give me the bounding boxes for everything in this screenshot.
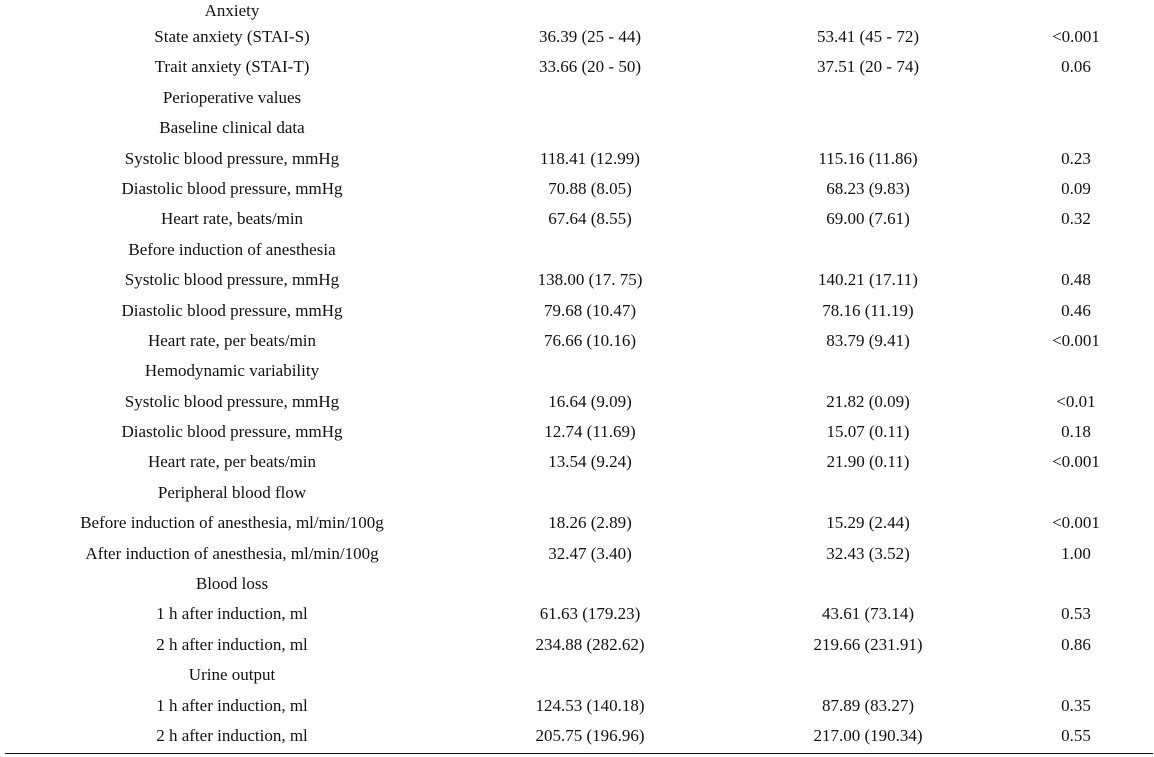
table-row (0, 296, 1154, 326)
p-value: 0.55 (1061, 725, 1091, 745)
table-row (0, 691, 1154, 721)
table-row (0, 52, 1154, 82)
p-value: 0.23 (1061, 148, 1091, 168)
group1-value: 76.66 (10.16) (543, 330, 637, 350)
p-value: 0.06 (1061, 57, 1091, 77)
group2-value: 15.29 (2.44) (826, 513, 910, 533)
p-value: <0.001 (1052, 452, 1100, 472)
group2-value: 140.21 (17.11) (818, 270, 918, 290)
group2-value: 32.43 (3.52) (826, 543, 910, 563)
group2-value: 53.41 (45 - 72) (817, 27, 919, 46)
table-row (0, 417, 1154, 447)
p-value: <0.01 (1056, 391, 1096, 411)
group2-value: 78.16 (11.19) (822, 300, 914, 320)
table-row (0, 144, 1154, 174)
table-row (0, 508, 1154, 538)
table-row (0, 204, 1154, 234)
p-value: 0.09 (1061, 178, 1091, 198)
table-row (0, 0, 1154, 22)
row-label: Anxiety (204, 1, 260, 20)
group1-value: 13.54 (9.24) (548, 452, 632, 472)
row-label: 1 h after induction, ml (156, 604, 308, 624)
row-label: State anxiety (STAI-S) (154, 27, 310, 46)
group2-value: 21.82 (0.09) (826, 391, 910, 411)
p-value: 0.48 (1061, 270, 1091, 290)
group1-value: 12.74 (11.69) (544, 422, 636, 442)
group1-value: 67.64 (8.55) (548, 209, 632, 229)
group1-value: 33.66 (20 - 50) (539, 57, 641, 77)
group1-value: 36.39 (25 - 44) (539, 27, 641, 46)
table-row (0, 539, 1154, 569)
row-label: Before induction of anesthesia, ml/min/100g (80, 513, 384, 533)
group1-value: 118.41 (12.99) (540, 148, 640, 168)
group2-value: 21.90 (0.11) (826, 452, 910, 472)
group1-value: 70.88 (8.05) (548, 178, 632, 198)
group2-value: 83.79 (9.41) (826, 330, 910, 350)
table-row (0, 721, 1154, 751)
table-row (0, 599, 1154, 629)
row-label: Diastolic blood pressure, mmHg (121, 300, 343, 320)
group1-value: 79.68 (10.47) (543, 300, 637, 320)
group2-value: 115.16 (11.86) (818, 148, 918, 168)
row-label: Systolic blood pressure, mmHg (124, 391, 340, 411)
table-row (0, 113, 1154, 143)
table-row (0, 356, 1154, 386)
table-row (0, 447, 1154, 477)
table-row (0, 630, 1154, 660)
p-value: 0.18 (1061, 422, 1091, 442)
table-row (0, 265, 1154, 295)
row-label: Urine output (188, 665, 276, 685)
row-label: 2 h after induction, ml (156, 725, 308, 745)
row-label: Heart rate, beats/min (160, 209, 304, 229)
p-value: <0.001 (1052, 330, 1100, 350)
group1-value: 32.47 (3.40) (548, 543, 632, 563)
p-value: 0.86 (1061, 634, 1091, 654)
group2-value: 15.07 (0.11) (826, 422, 910, 442)
group2-value: 68.23 (9.83) (826, 178, 910, 198)
p-value: <0.001 (1052, 513, 1100, 533)
group2-value: 37.51 (20 - 74) (817, 57, 919, 77)
table-row (0, 569, 1154, 599)
row-label: Perioperative values (162, 87, 302, 107)
p-value: 0.32 (1061, 209, 1091, 229)
p-value: 0.53 (1061, 604, 1091, 624)
row-label: Heart rate, per beats/min (147, 452, 317, 472)
table-row (0, 478, 1154, 508)
row-label: Diastolic blood pressure, mmHg (121, 178, 343, 198)
row-label: Systolic blood pressure, mmHg (124, 148, 340, 168)
row-label: Hemodynamic variability (144, 361, 320, 381)
row-label: 2 h after induction, ml (156, 634, 308, 654)
table-row (0, 83, 1154, 113)
group2-value: 217.00 (190.34) (813, 725, 923, 745)
group2-value: 43.61 (73.14) (821, 604, 915, 624)
group1-value: 18.26 (2.89) (548, 513, 632, 533)
row-label: Heart rate, per beats/min (147, 330, 317, 350)
group1-value: 124.53 (140.18) (535, 695, 645, 715)
row-label: After induction of anesthesia, ml/min/100g (85, 543, 379, 563)
row-label: Trait anxiety (STAI-T) (154, 57, 310, 77)
group2-value: 69.00 (7.61) (826, 209, 910, 229)
group2-value: 219.66 (231.91) (813, 634, 923, 654)
p-value: 0.35 (1061, 695, 1091, 715)
table-row (0, 235, 1154, 265)
group1-value: 138.00 (17. 75) (537, 270, 643, 290)
row-label: Before induction of anesthesia (128, 239, 336, 259)
row-label: Systolic blood pressure, mmHg (124, 270, 340, 290)
group1-value: 205.75 (196.96) (535, 725, 645, 745)
row-label: 1 h after induction, ml (156, 695, 308, 715)
table-row (0, 660, 1154, 690)
row-label: Blood loss (195, 574, 269, 594)
group1-value: 61.63 (179.23) (539, 604, 641, 624)
table-row (0, 387, 1154, 417)
table-row (0, 22, 1154, 52)
table-row (0, 174, 1154, 204)
row-label: Peripheral blood flow (157, 482, 307, 502)
group2-value: 87.89 (83.27) (821, 695, 915, 715)
row-label: Diastolic blood pressure, mmHg (121, 422, 343, 442)
group1-value: 234.88 (282.62) (535, 634, 645, 654)
p-value: 0.46 (1061, 300, 1091, 320)
row-label: Baseline clinical data (159, 118, 305, 138)
table-bottom-rule (5, 753, 1153, 754)
p-value: 1.00 (1061, 543, 1091, 563)
p-value: <0.001 (1052, 27, 1100, 46)
table-row (0, 326, 1154, 356)
group1-value: 16.64 (9.09) (548, 391, 632, 411)
